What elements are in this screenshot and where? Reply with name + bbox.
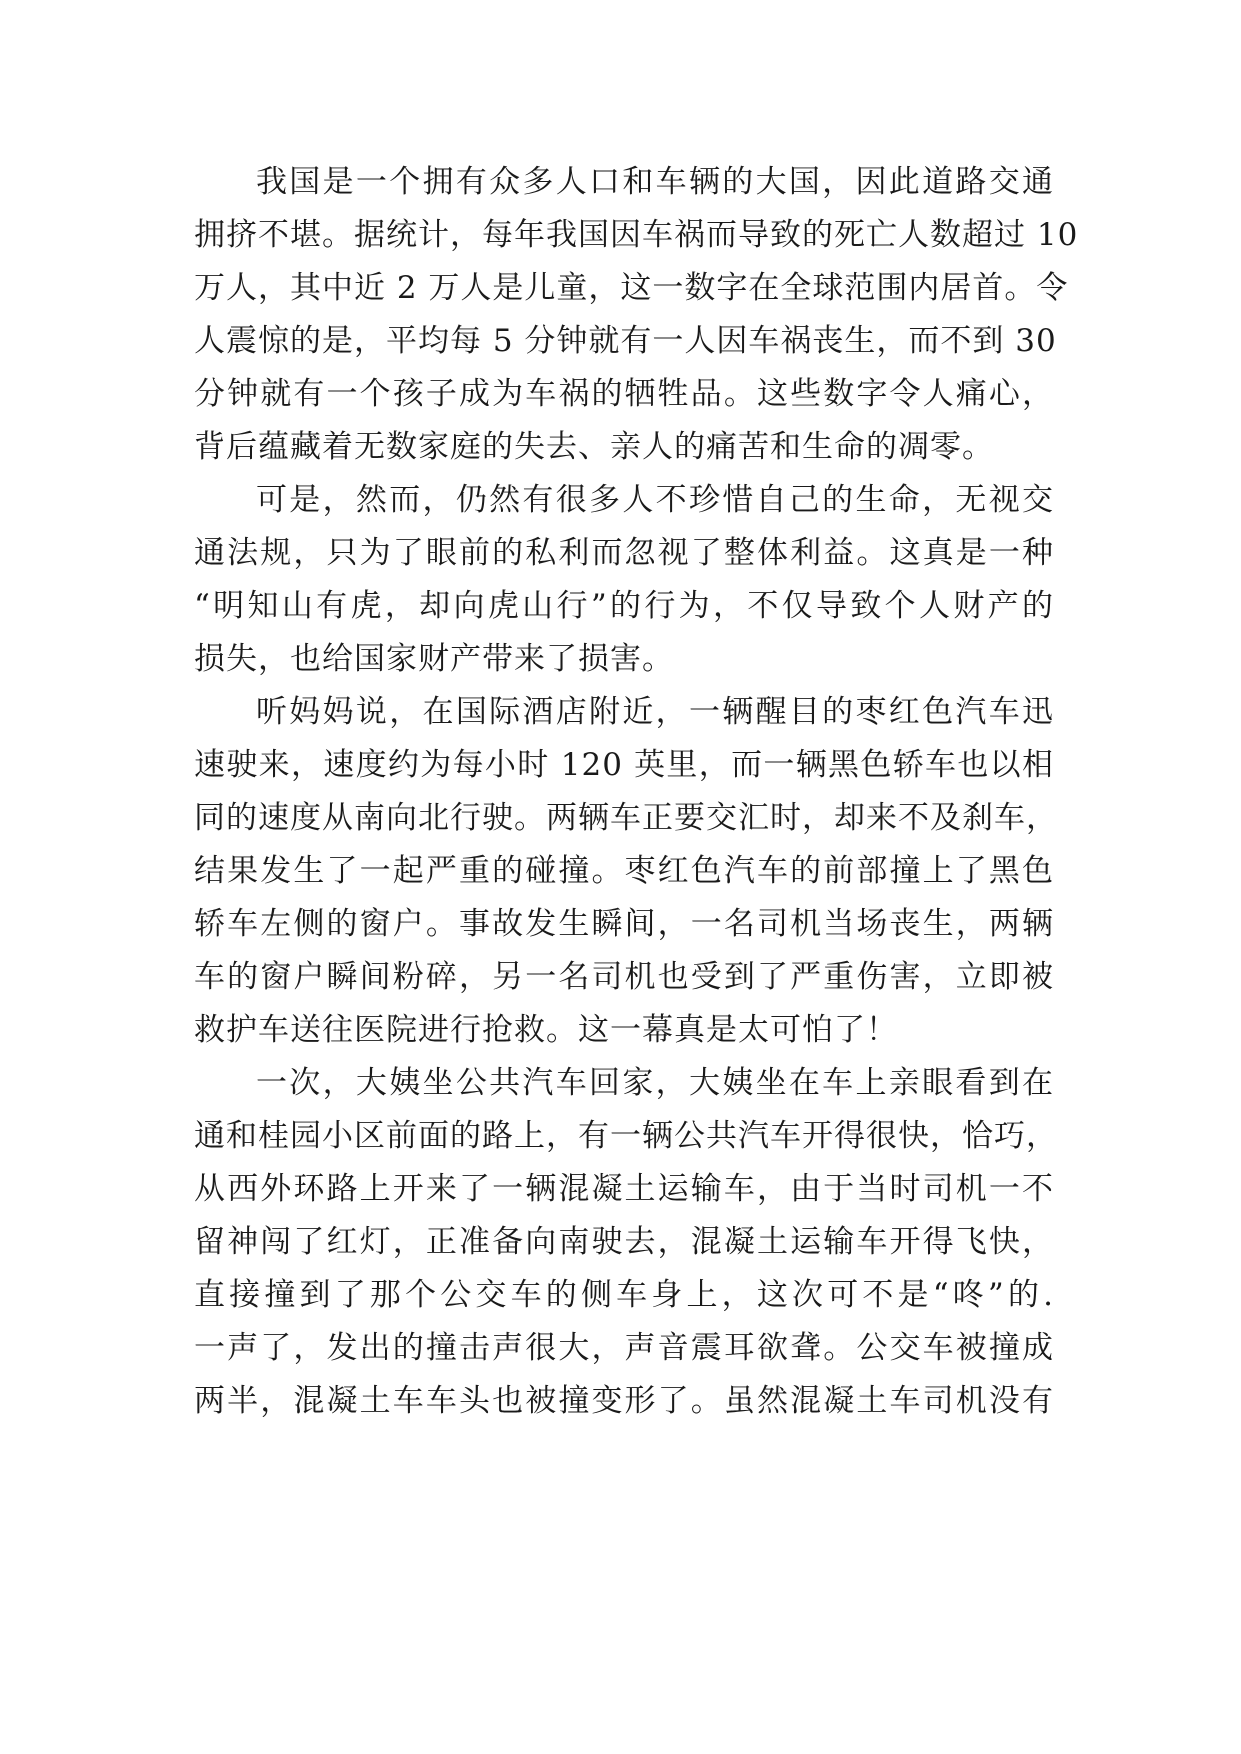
paragraph-line: 一次，大姨坐公共汽车回家，大姨坐在车上亲眼看到在 [256, 1065, 1054, 1101]
paragraph-line: 同的速度从南向北行驶。两辆车正要交汇时，却来不及刹车， [194, 800, 1058, 836]
paragraph-1 [194, 156, 1079, 474]
paragraph-line: 结果发生了一起严重的碰撞。枣红色汽车的前部撞上了黑色 [194, 853, 1054, 889]
paragraph-line: 背后蕴藏着无数家庭的失去、亲人的痛苦和生命的凋零。 [194, 429, 994, 465]
paragraph-line: 救护车送往医院进行抢救。这一幕真是太可怕了！ [194, 1012, 898, 1048]
paragraph-line: “明知山有虎，却向虎山行”的行为，不仅导致个人财产的 [194, 588, 1054, 624]
paragraph-line: 拥挤不堪。据统计，每年我国因车祸而导致的死亡人数超过 10 [194, 217, 1079, 253]
paragraph-line: 听妈妈说，在国际酒店附近，一辆醒目的枣红色汽车迅 [256, 694, 1054, 730]
paragraph-3 [194, 686, 1058, 1057]
paragraph-line: 速驶来，速度约为每小时 120 英里，而一辆黑色轿车也以相 [194, 747, 1054, 783]
paragraph-line: 一声了，发出的撞击声很大，声音震耳欲聋。公交车被撞成 [194, 1330, 1054, 1366]
paragraph-line: 直接撞到了那个公交车的侧车身上，这次可不是“咚”的. [194, 1277, 1054, 1313]
paragraph-2 [194, 474, 1054, 686]
paragraph-line: 轿车左侧的窗户。事故发生瞬间，一名司机当场丧生，两辆 [194, 906, 1054, 942]
paragraph-line: 从西外环路上开来了一辆混凝土运输车，由于当时司机一不 [194, 1171, 1054, 1207]
paragraph-line: 可是，然而，仍然有很多人不珍惜自己的生命，无视交 [256, 482, 1054, 518]
paragraph-4 [194, 1057, 1058, 1428]
paragraph-line: 损失，也给国家财产带来了损害。 [194, 641, 674, 677]
document-body [194, 156, 1079, 1428]
paragraph-line: 分钟就有一个孩子成为车祸的牺牲品。这些数字令人痛心， [194, 376, 1054, 412]
paragraph-line: 人震惊的是，平均每 5 分钟就有一人因车祸丧生，而不到 30 [194, 323, 1057, 359]
paragraph-line: 留神闯了红灯，正准备向南驶去，混凝土运输车开得飞快， [194, 1224, 1054, 1260]
paragraph-line: 车的窗户瞬间粉碎，另一名司机也受到了严重伤害，立即被 [194, 959, 1054, 995]
paragraph-line: 通法规，只为了眼前的私利而忽视了整体利益。这真是一种 [194, 535, 1054, 571]
paragraph-line: 通和桂园小区前面的路上，有一辆公共汽车开得很快，恰巧， [194, 1118, 1058, 1154]
paragraph-line: 万人，其中近 2 万人是儿童，这一数字在全球范围内居首。令 [194, 270, 1069, 306]
paragraph-line: 我国是一个拥有众多人口和车辆的大国，因此道路交通 [256, 164, 1054, 200]
paragraph-line: 两半，混凝土车车头也被撞变形了。虽然混凝土车司机没有 [194, 1383, 1054, 1419]
